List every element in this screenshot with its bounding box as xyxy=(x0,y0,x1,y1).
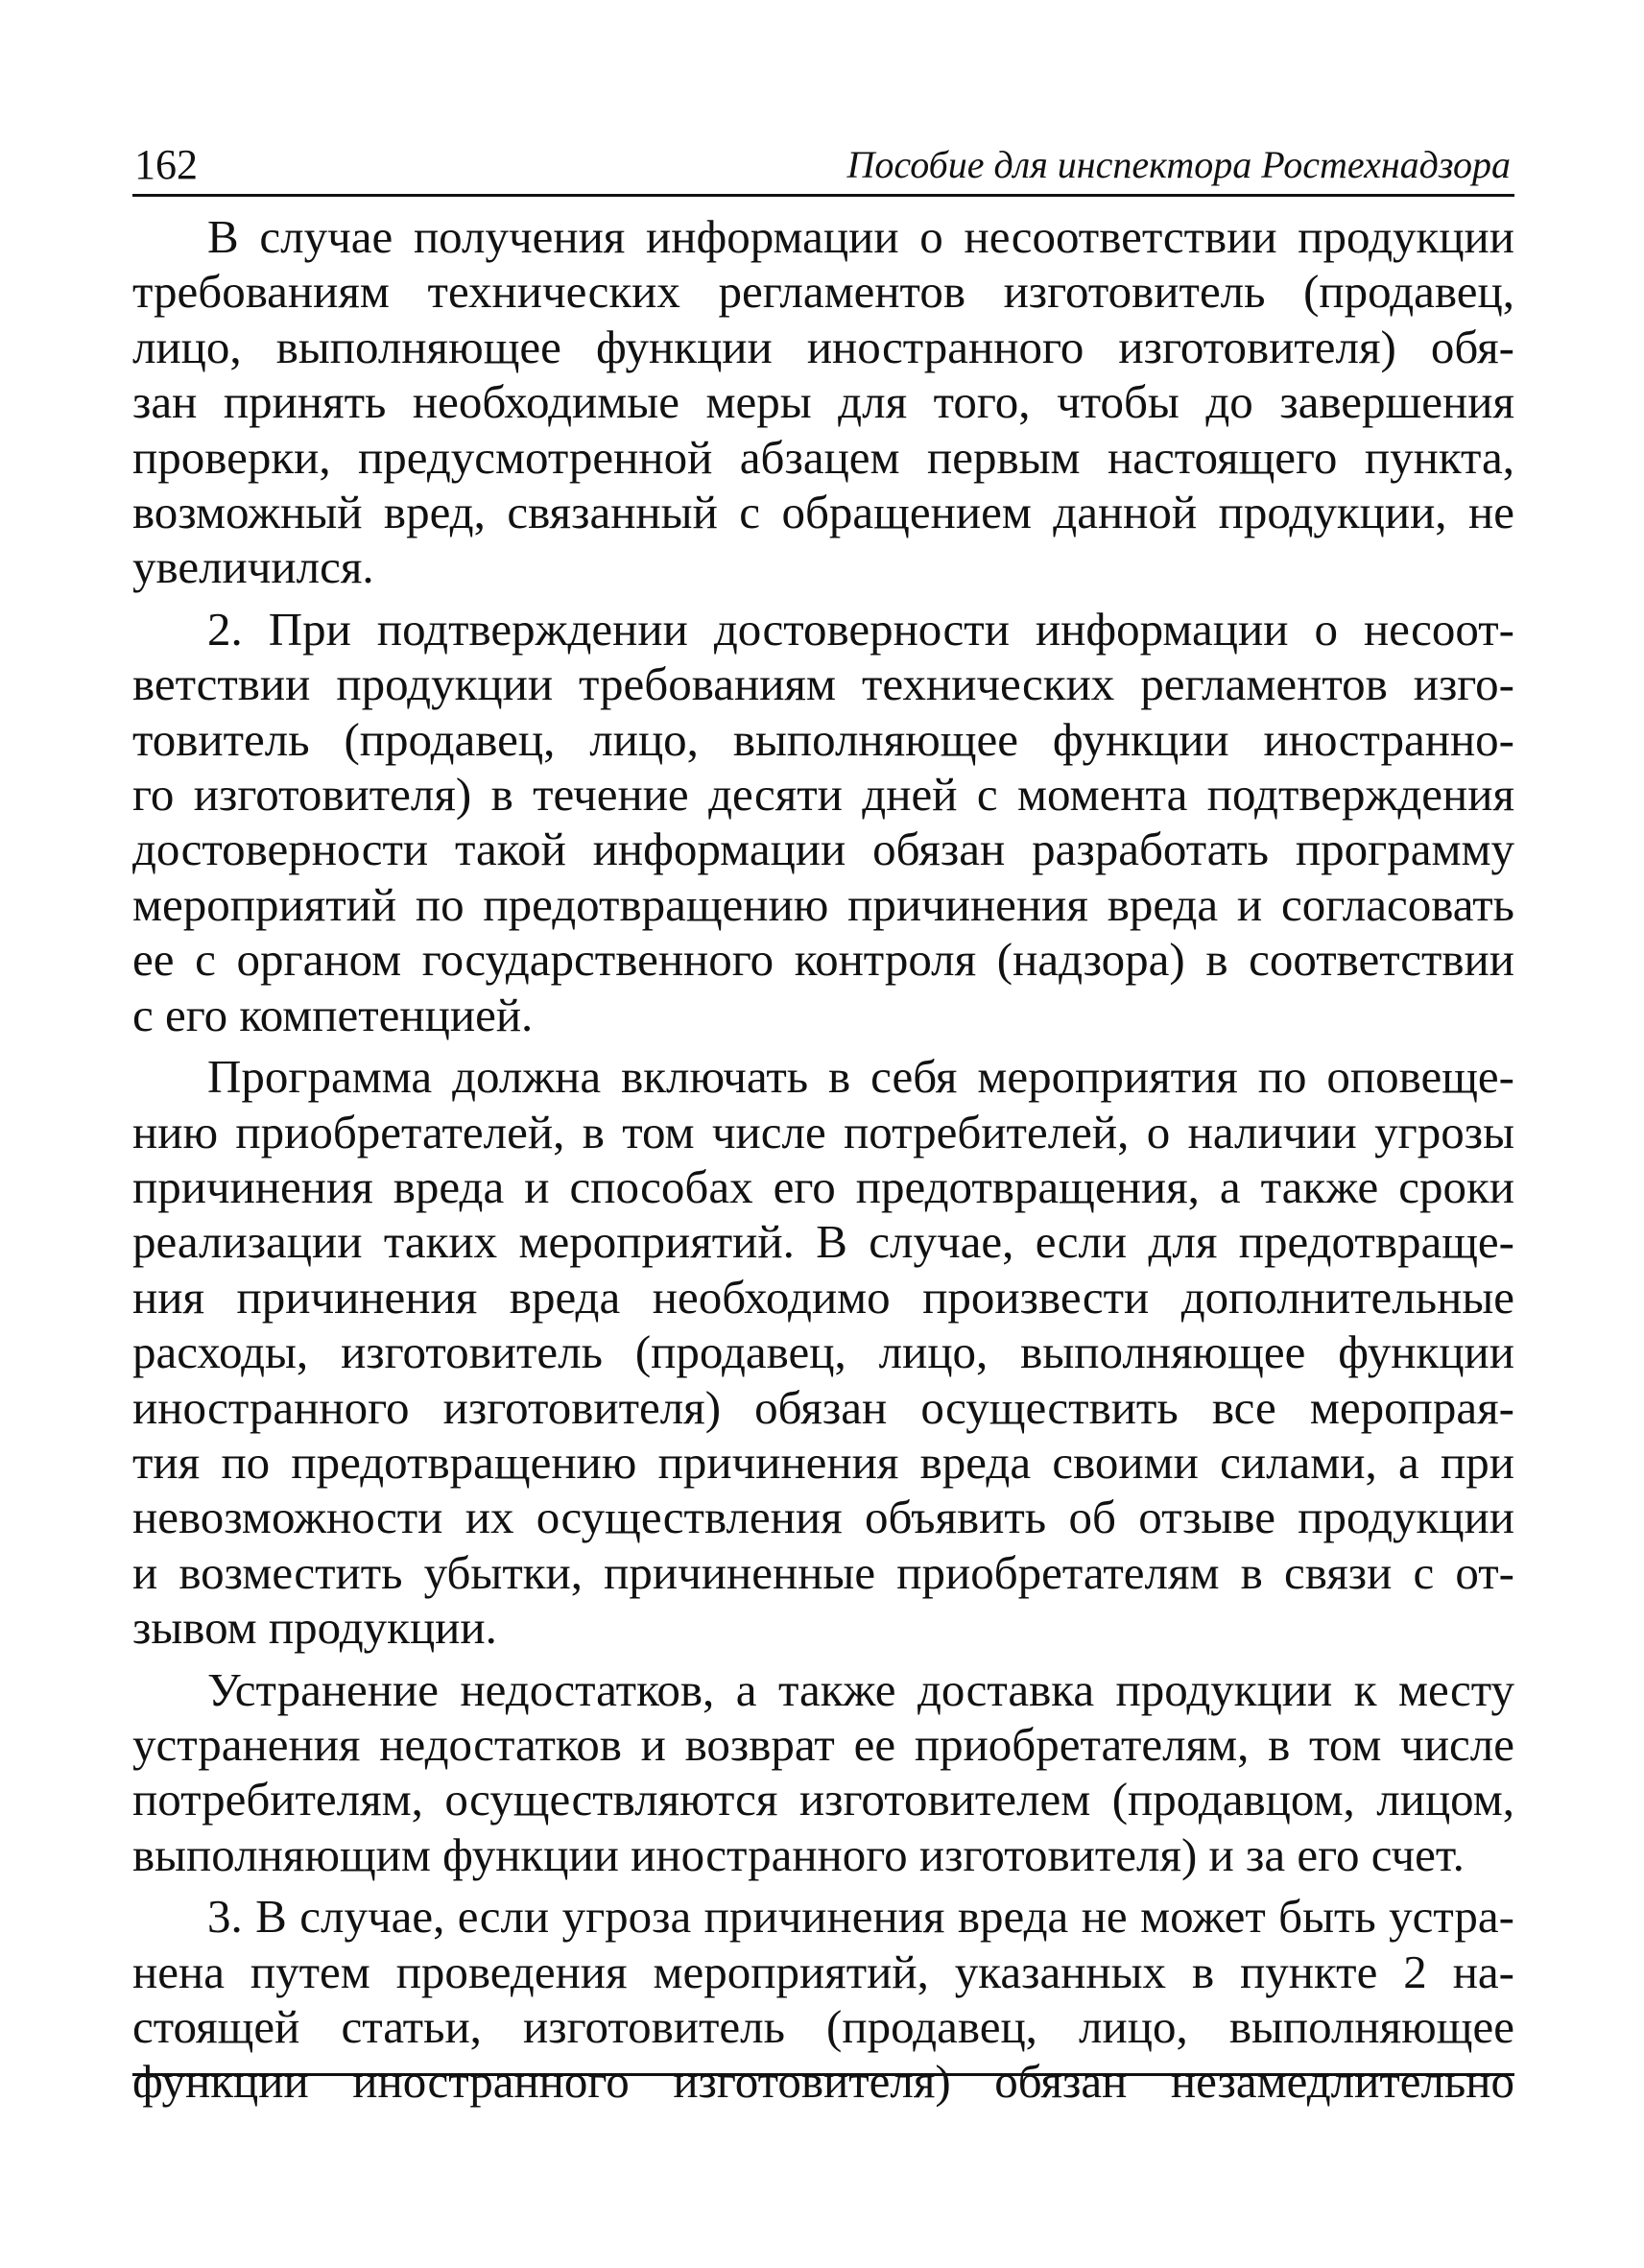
text-line: выполняющим функции иностранного изготовителя) и за его счет. xyxy=(132,1827,1465,1881)
text-line: зывом продукции. xyxy=(132,1601,497,1655)
text-line: невозможности их осуществления объявить об отзыве продукции xyxy=(132,1491,1514,1544)
paragraph-3 xyxy=(132,1049,1514,1655)
text-line: расходы, изготовитель (продавец, лицо, выполняющее функции xyxy=(132,1325,1514,1379)
text-line: 2. При подтверждении достоверности информации о несоот- xyxy=(207,602,1514,656)
text-line: Устранение недостатков, а также доставка продукции к месту xyxy=(207,1662,1514,1716)
text-line: с его компетенцией. xyxy=(132,988,534,1041)
paragraph-1 xyxy=(132,209,1514,595)
page-number: 162 xyxy=(134,141,198,188)
body-text xyxy=(132,209,1514,2116)
text-line: стоящей статьи, изготовитель (продавец, лицо, выполняющее xyxy=(132,2000,1514,2053)
text-line: нена путем проведения мероприятий, указанных в пункте 2 на- xyxy=(132,1945,1514,1998)
text-line: В случае получения информации о несоответствии продукции xyxy=(207,210,1514,263)
paragraph-2 xyxy=(132,602,1514,1042)
text-line: потребителям, осуществляются изготовителем (продавцом, лицом, xyxy=(132,1773,1514,1826)
text-line: нию приобретателей, в том числе потребителей, о наличии угрозы xyxy=(132,1105,1514,1158)
text-line: требованиям технических регламентов изготовитель (продавец, xyxy=(132,265,1514,319)
text-line: реализации таких мероприятий. В случае, если для предотвраще- xyxy=(132,1215,1514,1269)
text-line: Программа должна включать в себя мероприятия по оповеще- xyxy=(207,1050,1514,1104)
text-line: функции иностранного изготовителя) обязан незамедлительно xyxy=(132,2055,1514,2109)
book-title: Пособие для инспектора Ростехнадзора xyxy=(846,143,1511,186)
text-line: ветствии продукции требованиям технических регламентов изго- xyxy=(132,657,1514,711)
text-line: товитель (продавец, лицо, выполняющее функции иностранно- xyxy=(132,712,1514,766)
text-line: мероприятий по предотвращению причинения вреда и согласовать xyxy=(132,877,1514,931)
footer-rule xyxy=(132,2073,1514,2076)
text-line: зан принять необходимые меры для того, чтобы до завершения xyxy=(132,375,1514,429)
text-line: и возместить убытки, причиненные приобретателям в связи с от- xyxy=(132,1545,1514,1599)
paragraph-5 xyxy=(132,1889,1514,2110)
text-line: ния причинения вреда необходимо произвести дополнительные xyxy=(132,1270,1514,1324)
text-line: устранения недостатков и возврат ее приобретателям, в том числе xyxy=(132,1717,1514,1771)
text-line: тия по предотвращению причинения вреда своими силами, а при xyxy=(132,1435,1514,1489)
paragraph-4 xyxy=(132,1662,1514,1883)
text-line: возможный вред, связанный с обращением данной продукции, не xyxy=(132,486,1514,539)
text-line: го изготовителя) в течение десяти дней с момента подтверждения xyxy=(132,768,1514,822)
text-line: лицо, выполняющее функции иностранного изготовителя) обя- xyxy=(132,320,1514,373)
text-line: 3. В случае, если угроза причинения вреда не может быть устра- xyxy=(207,1890,1514,1944)
running-header xyxy=(132,136,1514,197)
text-line: увеличился. xyxy=(132,540,374,594)
text-line: иностранного изготовителя) обязан осуществить все меропрая- xyxy=(132,1380,1514,1434)
text-line: проверки, предусмотренной абзацем первым настоящего пункта, xyxy=(132,430,1514,484)
text-line: причинения вреда и способах его предотвращения, а также сроки xyxy=(132,1159,1514,1213)
text-line: ее с органом государственного контроля (надзора) в соответствии xyxy=(132,933,1514,987)
text-line: достоверности такой информации обязан разработать программу xyxy=(132,823,1514,876)
